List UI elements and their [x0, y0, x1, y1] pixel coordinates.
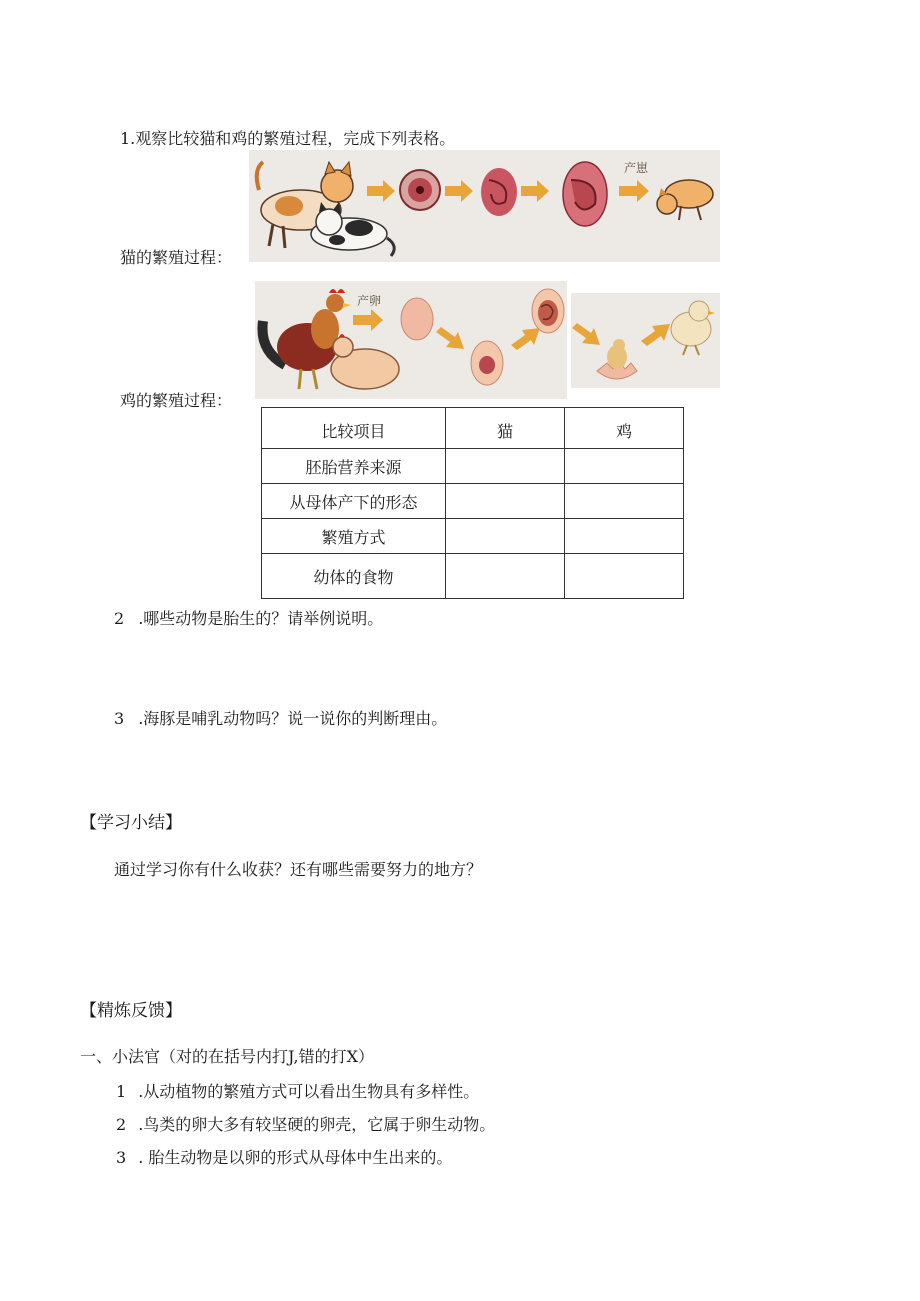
- q3: [114, 706, 447, 729]
- item-text: . 胎生动物是以卵的形式从母体中生出来的。: [138, 1148, 453, 1167]
- ovum-icon: [400, 170, 440, 210]
- practice-item: [116, 1145, 452, 1168]
- practice-item: [116, 1112, 495, 1135]
- item-text: .鸟类的卵大多有较坚硬的卵壳，它属于卵生动物。: [138, 1115, 496, 1134]
- q3-number: 3: [114, 709, 125, 728]
- comparison-table: [261, 407, 684, 599]
- answer-cell-cat[interactable]: [446, 449, 565, 484]
- header-cat: 猫: [446, 408, 565, 449]
- lay-egg-label: 产卵: [357, 294, 382, 308]
- table-header-row: [262, 408, 684, 449]
- egg-icon: [401, 298, 433, 340]
- summary-heading: 【学习小结】: [80, 813, 182, 833]
- embryo-icon: [481, 168, 517, 216]
- chick-hatching-illustration: [571, 293, 720, 388]
- chicken-reproduction-illustration: [255, 281, 567, 399]
- table-row: [262, 484, 684, 519]
- summary-prompt: 通过学习你有什么收获？还有哪些需要努力的地方？: [114, 860, 483, 879]
- answer-cell-chicken[interactable]: [565, 554, 684, 599]
- row-item-label: 胚胎营养来源: [262, 449, 446, 484]
- item-text: .从动植物的繁殖方式可以看出生物具有多样性。: [138, 1082, 480, 1101]
- item-number: 1: [116, 1082, 127, 1101]
- header-item: 比较项目: [262, 408, 446, 449]
- egg-chick-embryo-icon: [532, 289, 564, 333]
- practice-heading: 【精炼反馈】: [80, 1001, 182, 1021]
- answer-cell-cat[interactable]: [446, 484, 565, 519]
- answer-cell-cat[interactable]: [446, 519, 565, 554]
- row-item-label: 繁殖方式: [262, 519, 446, 554]
- row-item-label: 幼体的食物: [262, 554, 446, 599]
- q3-text: .海豚是哺乳动物吗？说一说你的判断理由。: [138, 709, 448, 728]
- item-number: 3: [116, 1148, 127, 1167]
- answer-cell-chicken[interactable]: [565, 449, 684, 484]
- practice-item: [116, 1079, 479, 1102]
- table-row: [262, 519, 684, 554]
- row-item-label: 从母体产下的形态: [262, 484, 446, 519]
- cat-row-label: 猫的繁殖过程：: [120, 248, 233, 267]
- answer-cell-chicken[interactable]: [565, 519, 684, 554]
- practice-section-title: 一、小法官（对的在括号内打J,错的打X）: [80, 1047, 374, 1066]
- fetus-icon: [563, 162, 607, 226]
- answer-cell-cat[interactable]: [446, 554, 565, 599]
- cat-reproduction-illustration: [249, 150, 720, 262]
- table-row: [262, 554, 684, 599]
- table-row: [262, 449, 684, 484]
- q2: [114, 606, 383, 629]
- answer-cell-chicken[interactable]: [565, 484, 684, 519]
- item-number: 2: [116, 1115, 127, 1134]
- q2-number: 2: [114, 609, 125, 628]
- egg-embryo-icon: [471, 341, 503, 385]
- chicken-row-label: 鸡的繁殖过程：: [120, 391, 233, 410]
- q2-text: .哪些动物是胎生的？请举例说明。: [138, 609, 384, 628]
- birth-label: 产崽: [624, 161, 649, 175]
- header-chicken: 鸡: [565, 408, 684, 449]
- q1-title: 1.观察比较猫和鸡的繁殖过程，完成下列表格。: [120, 129, 456, 148]
